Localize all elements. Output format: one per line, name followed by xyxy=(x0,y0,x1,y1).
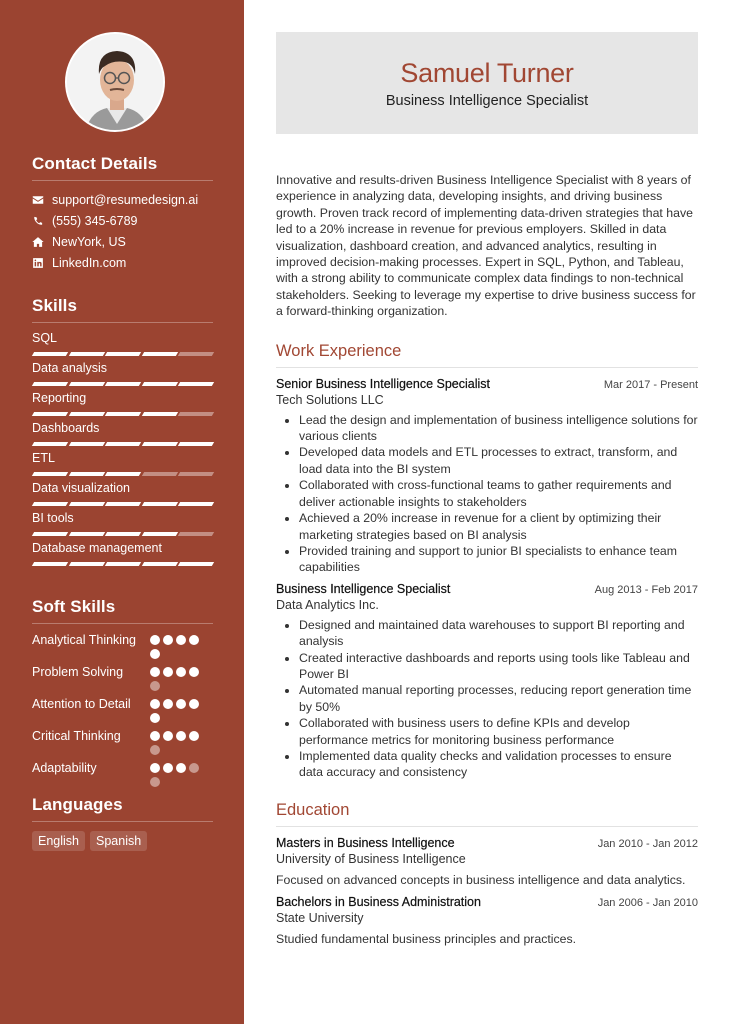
level-dot xyxy=(150,635,160,645)
level-dot xyxy=(176,635,186,645)
skill-level-segment xyxy=(178,412,214,416)
skill-label: BI tools xyxy=(32,511,74,525)
skill-level-segment xyxy=(68,412,104,416)
level-dot xyxy=(176,667,186,677)
level-dot xyxy=(150,667,160,677)
level-dot xyxy=(163,667,173,677)
skill-level-segment xyxy=(105,562,141,566)
sidebar xyxy=(0,0,244,1024)
job-bullet: Created interactive dashboards and reports using tools like Tableau and Power BI xyxy=(276,650,698,683)
job-company: Tech Solutions LLC xyxy=(276,392,384,407)
skill-label: SQL xyxy=(32,331,58,345)
languages-section xyxy=(32,795,213,851)
home-icon xyxy=(32,236,52,248)
soft-skill-level-dots xyxy=(150,696,202,723)
job-dates: Aug 2013 - Feb 2017 xyxy=(594,583,698,596)
job-bullet: Automated manual reporting processes, reducing report generation time by 50% xyxy=(276,682,698,715)
skill-level-bars xyxy=(32,556,213,571)
professional-summary: Innovative and results-driven Business Intelligence Specialist with 8 years of experience in analyzing data, developing insights, and driving business growth. Proven track record of implementing data-driven strategies that have led to a 20% increase in revenue for previous employers. Skilled in data visualization, dashboard creation, and advanced analytics, resulting in improved decision-making processes. Expert in SQL, Python, and Tableau, with a strong ability to communicate complex data findings to non-technical stakeholders. Seeking to leverage my expertise to drive business success for a forward-thinking organization. xyxy=(276,173,696,319)
education-entry xyxy=(276,836,698,888)
soft-skill-label: Problem Solving xyxy=(32,665,124,679)
skill-item xyxy=(32,481,213,511)
skill-level-segment xyxy=(32,442,68,446)
skill-level-bars xyxy=(32,436,213,451)
job-bullet: Provided training and support to junior BI specialists to enhance team capabilities xyxy=(276,543,698,576)
skill-level-segment xyxy=(68,472,104,476)
job-bullet: Developed data models and ETL processes to extract, transform, and load data into the BI system xyxy=(276,444,698,477)
soft-skill-level-dots xyxy=(150,728,202,755)
skill-level-segment xyxy=(178,502,214,506)
contact-email[interactable] xyxy=(32,189,213,210)
skill-label: ETL xyxy=(32,451,55,465)
skill-level-bars xyxy=(32,496,213,511)
phone-icon xyxy=(32,215,52,227)
soft-skills-title: Soft Skills xyxy=(32,597,213,624)
skill-item xyxy=(32,331,213,361)
job-entry xyxy=(276,582,698,781)
skill-level-segment xyxy=(105,442,141,446)
level-dot xyxy=(176,763,186,773)
job-dates: Mar 2017 - Present xyxy=(603,378,698,391)
skill-level-segment xyxy=(178,532,214,536)
skill-item xyxy=(32,391,213,421)
level-dot xyxy=(150,681,160,691)
skill-level-segment xyxy=(178,352,214,356)
level-dot xyxy=(150,699,160,709)
skill-level-segment xyxy=(142,352,178,356)
skill-level-segment xyxy=(178,442,214,446)
language-tag-spanish: Spanish xyxy=(90,831,147,851)
skill-level-segment xyxy=(68,532,104,536)
skill-level-segment xyxy=(105,502,141,506)
skill-level-bars xyxy=(32,346,213,361)
job-bullets xyxy=(276,412,698,576)
soft-skill-label: Attention to Detail xyxy=(32,697,131,711)
education-description: Focused on advanced concepts in business intelligence and data analytics. xyxy=(276,872,686,887)
skill-level-segment xyxy=(32,532,68,536)
candidate-name: Samuel Turner xyxy=(400,57,574,88)
contact-section xyxy=(32,154,213,273)
level-dot xyxy=(189,667,199,677)
level-dot xyxy=(150,713,160,723)
level-dot xyxy=(163,635,173,645)
job-role: Senior Business Intelligence Specialist xyxy=(276,376,491,391)
soft-skill-item xyxy=(32,632,213,659)
skill-level-segment xyxy=(142,532,178,536)
work-experience-title: Work Experience xyxy=(276,342,698,368)
job-bullet: Lead the design and implementation of business intelligence solutions for various clients xyxy=(276,412,698,445)
job-role: Business Intelligence Specialist xyxy=(276,581,451,596)
skill-label: Database management xyxy=(32,541,162,555)
soft-skills-list xyxy=(32,632,213,787)
skills-section xyxy=(32,296,213,571)
soft-skill-level-dots xyxy=(150,760,202,787)
level-dot xyxy=(189,699,199,709)
education-description: Studied fundamental business principles and practices. xyxy=(276,932,577,947)
job-bullet: Implemented data quality checks and validation processes to ensure data accuracy and consistency xyxy=(276,748,698,781)
level-dot xyxy=(150,731,160,741)
skill-level-segment xyxy=(105,532,141,536)
level-dot xyxy=(176,699,186,709)
contact-location-text: NewYork, US xyxy=(52,234,126,249)
skill-level-segment xyxy=(142,472,178,476)
skill-level-segment xyxy=(178,382,214,386)
education-entry xyxy=(276,895,698,947)
soft-skill-level-dots xyxy=(150,664,202,691)
skill-level-segment xyxy=(142,502,178,506)
level-dot xyxy=(189,731,199,741)
skill-level-segment xyxy=(68,562,104,566)
skill-level-segment xyxy=(105,412,141,416)
linkedin-icon xyxy=(32,257,52,269)
skill-level-bars xyxy=(32,526,213,541)
skill-level-segment xyxy=(142,562,178,566)
skill-label: Data analysis xyxy=(32,361,108,375)
level-dot xyxy=(163,699,173,709)
job-bullet: Collaborated with cross-functional teams to gather requirements and deliver actionable insights to stakeholders xyxy=(276,477,698,510)
profile-photo xyxy=(65,32,165,132)
education-school: University of Business Intelligence xyxy=(276,851,466,866)
soft-skill-item xyxy=(32,728,213,755)
soft-skill-label: Adaptability xyxy=(32,761,97,775)
education-dates: Jan 2010 - Jan 2012 xyxy=(597,837,698,850)
skill-level-segment xyxy=(32,352,68,356)
job-entry xyxy=(276,377,698,576)
contact-title: Contact Details xyxy=(32,154,213,181)
job-bullets xyxy=(276,617,698,781)
soft-skill-level-dots xyxy=(150,632,202,659)
soft-skill-item xyxy=(32,696,213,723)
skill-label: Dashboards xyxy=(32,421,100,435)
job-bullet: Achieved a 20% increase in revenue for a client by optimizing their marketing strategies based on BI analysis xyxy=(276,510,698,543)
skill-level-segment xyxy=(142,442,178,446)
level-dot xyxy=(163,763,173,773)
skill-item xyxy=(32,451,213,481)
education-school: State University xyxy=(276,911,364,926)
level-dot xyxy=(150,777,160,787)
language-tag-english: English xyxy=(32,831,85,851)
job-bullet: Designed and maintained data warehouses to support BI reporting and analysis xyxy=(276,617,698,650)
level-dot xyxy=(189,635,199,645)
skill-label: Data visualization xyxy=(32,481,130,495)
soft-skills-section xyxy=(32,597,213,792)
contact-email-text: support@resumedesign.ai xyxy=(52,192,199,207)
skill-level-segment xyxy=(142,382,178,386)
skill-level-segment xyxy=(32,382,68,386)
candidate-title: Business Intelligence Specialist xyxy=(385,92,589,109)
skill-level-segment xyxy=(32,472,68,476)
skill-level-bars xyxy=(32,376,213,391)
contact-linkedin[interactable] xyxy=(32,252,213,273)
education-title: Education xyxy=(276,801,698,827)
soft-skill-item xyxy=(32,664,213,691)
language-tags xyxy=(32,831,213,851)
contact-phone[interactable] xyxy=(32,210,213,231)
level-dot xyxy=(150,763,160,773)
skill-level-segment xyxy=(68,382,104,386)
skill-item xyxy=(32,361,213,391)
skill-level-bars xyxy=(32,466,213,481)
header-box xyxy=(276,32,698,134)
soft-skill-label: Critical Thinking xyxy=(32,729,121,743)
skill-level-segment xyxy=(32,562,68,566)
level-dot xyxy=(150,745,160,755)
skill-item xyxy=(32,541,213,571)
skill-level-segment xyxy=(178,472,214,476)
skill-item xyxy=(32,421,213,451)
skill-level-segment xyxy=(68,442,104,446)
job-company: Data Analytics Inc. xyxy=(276,597,379,612)
soft-skill-label: Analytical Thinking xyxy=(32,633,136,647)
skill-level-segment xyxy=(105,352,141,356)
level-dot xyxy=(176,731,186,741)
languages-title: Languages xyxy=(32,795,213,822)
skill-level-segment xyxy=(142,412,178,416)
level-dot xyxy=(163,731,173,741)
level-dot xyxy=(189,763,199,773)
skill-level-segment xyxy=(32,412,68,416)
job-bullet: Collaborated with business users to define KPIs and develop performance metrics for monitoring business performance xyxy=(276,715,698,748)
skill-level-segment xyxy=(105,382,141,386)
skill-level-bars xyxy=(32,406,213,421)
skill-label: Reporting xyxy=(32,391,87,405)
skill-level-segment xyxy=(68,352,104,356)
skill-item xyxy=(32,511,213,541)
education-dates: Jan 2006 - Jan 2010 xyxy=(597,897,698,910)
soft-skill-item xyxy=(32,760,213,787)
skill-level-segment xyxy=(68,502,104,506)
contact-linkedin-text: LinkedIn.com xyxy=(52,255,127,270)
education-degree: Masters in Business Intelligence xyxy=(276,835,455,850)
contact-location xyxy=(32,231,213,252)
avatar-illustration xyxy=(67,34,165,132)
education-degree: Bachelors in Business Administration xyxy=(276,895,481,910)
main-content xyxy=(276,32,698,955)
skills-list xyxy=(32,331,213,571)
level-dot xyxy=(150,649,160,659)
skill-level-segment xyxy=(105,472,141,476)
contact-phone-text: (555) 345-6789 xyxy=(52,213,138,228)
skill-level-segment xyxy=(32,502,68,506)
skill-level-segment xyxy=(178,562,214,566)
skills-title: Skills xyxy=(32,296,213,323)
envelope-icon xyxy=(32,194,52,206)
